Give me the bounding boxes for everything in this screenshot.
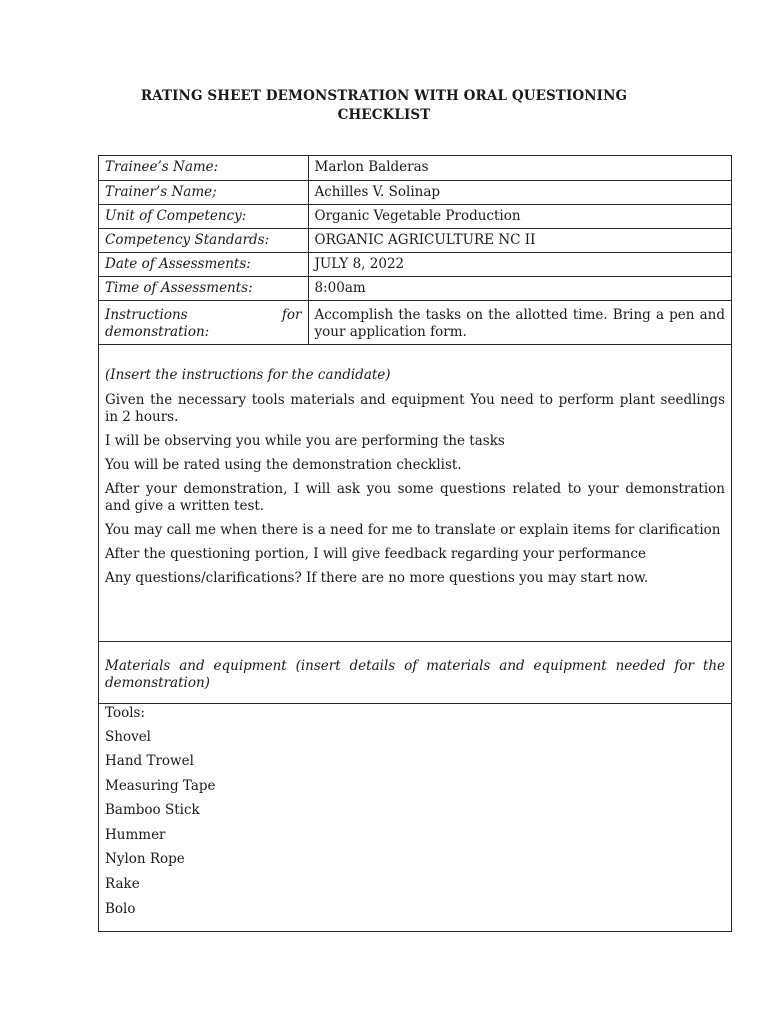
standards-row: [99, 228, 731, 252]
document-title: [100, 87, 668, 125]
title-line-1: RATING SHEET DEMONSTRATION WITH ORAL QUESTIONING: [140, 88, 628, 104]
instruction-item: I will be observing you while you are performing the tasks: [105, 432, 505, 449]
trainer-row: [99, 180, 731, 204]
standards-value: ORGANIC AGRICULTURE NC II: [308, 228, 731, 252]
tool-item: Hand Trowel: [105, 753, 194, 770]
date-value: JULY 8, 2022: [308, 252, 731, 276]
instruction-item: After the questioning portion, I will give feedback regarding your performance: [105, 545, 646, 562]
instructions-row: [99, 300, 731, 344]
tool-item: Bolo: [105, 900, 136, 917]
tool-item: Hummer: [105, 826, 166, 843]
instruction-item: You may call me when there is a need for me to translate or explain items for clarification: [105, 521, 721, 538]
trainer-label: Trainer’s Name;: [99, 180, 308, 204]
date-row: [99, 252, 731, 276]
standards-label: Competency Standards:: [99, 228, 308, 252]
tool-item: Nylon Rope: [105, 851, 185, 868]
instruction-item: You will be rated using the demonstration checklist.: [105, 456, 462, 473]
instructions-intro: (Insert the instructions for the candidate): [105, 366, 391, 383]
time-row: [99, 276, 731, 300]
instruction-item: Any questions/clarifications? If there are no more questions you may start now.: [105, 569, 649, 586]
info-table: [99, 156, 731, 345]
unit-value: Organic Vegetable Production: [308, 204, 731, 228]
trainee-label: Trainee’s Name:: [99, 156, 308, 180]
instructions-label-demo: demonstration:: [105, 323, 210, 340]
time-value: 8:00am: [308, 276, 731, 300]
rating-sheet: [98, 155, 732, 932]
tool-item: Measuring Tape: [105, 777, 216, 794]
instruction-item: After your demonstration, I will ask you some questions related to your demonstration and give a written test.: [105, 480, 725, 514]
candidate-instructions: [99, 345, 731, 642]
title-line-2: CHECKLIST: [337, 107, 431, 123]
materials-heading: Materials and equipment (insert details of materials and equipment needed for the demonstration): [99, 642, 731, 704]
unit-row: [99, 204, 731, 228]
tools-label: Tools:: [105, 704, 146, 721]
instructions-label: [99, 300, 308, 344]
trainee-value: Marlon Balderas: [308, 156, 731, 180]
instruction-item: Given the necessary tools materials and equipment You need to perform plant seedlings in 2 hours.: [105, 391, 725, 425]
unit-label: Unit of Competency:: [99, 204, 308, 228]
trainer-value: Achilles V. Solinap: [308, 180, 731, 204]
tool-item: Rake: [105, 876, 140, 893]
instructions-label-word: Instructions: [105, 306, 188, 323]
tool-item: Shovel: [105, 728, 152, 745]
instructions-label-for: for: [281, 306, 302, 323]
tools-list: [105, 729, 725, 918]
trainee-row: [99, 156, 731, 180]
instructions-value: Accomplish the tasks on the allotted time. Bring a pen and your application form.: [308, 300, 731, 344]
time-label: Time of Assessments:: [99, 276, 308, 300]
tools-section: [99, 704, 731, 932]
date-label: Date of Assessments:: [99, 252, 308, 276]
tool-item: Bamboo Stick: [105, 802, 200, 819]
